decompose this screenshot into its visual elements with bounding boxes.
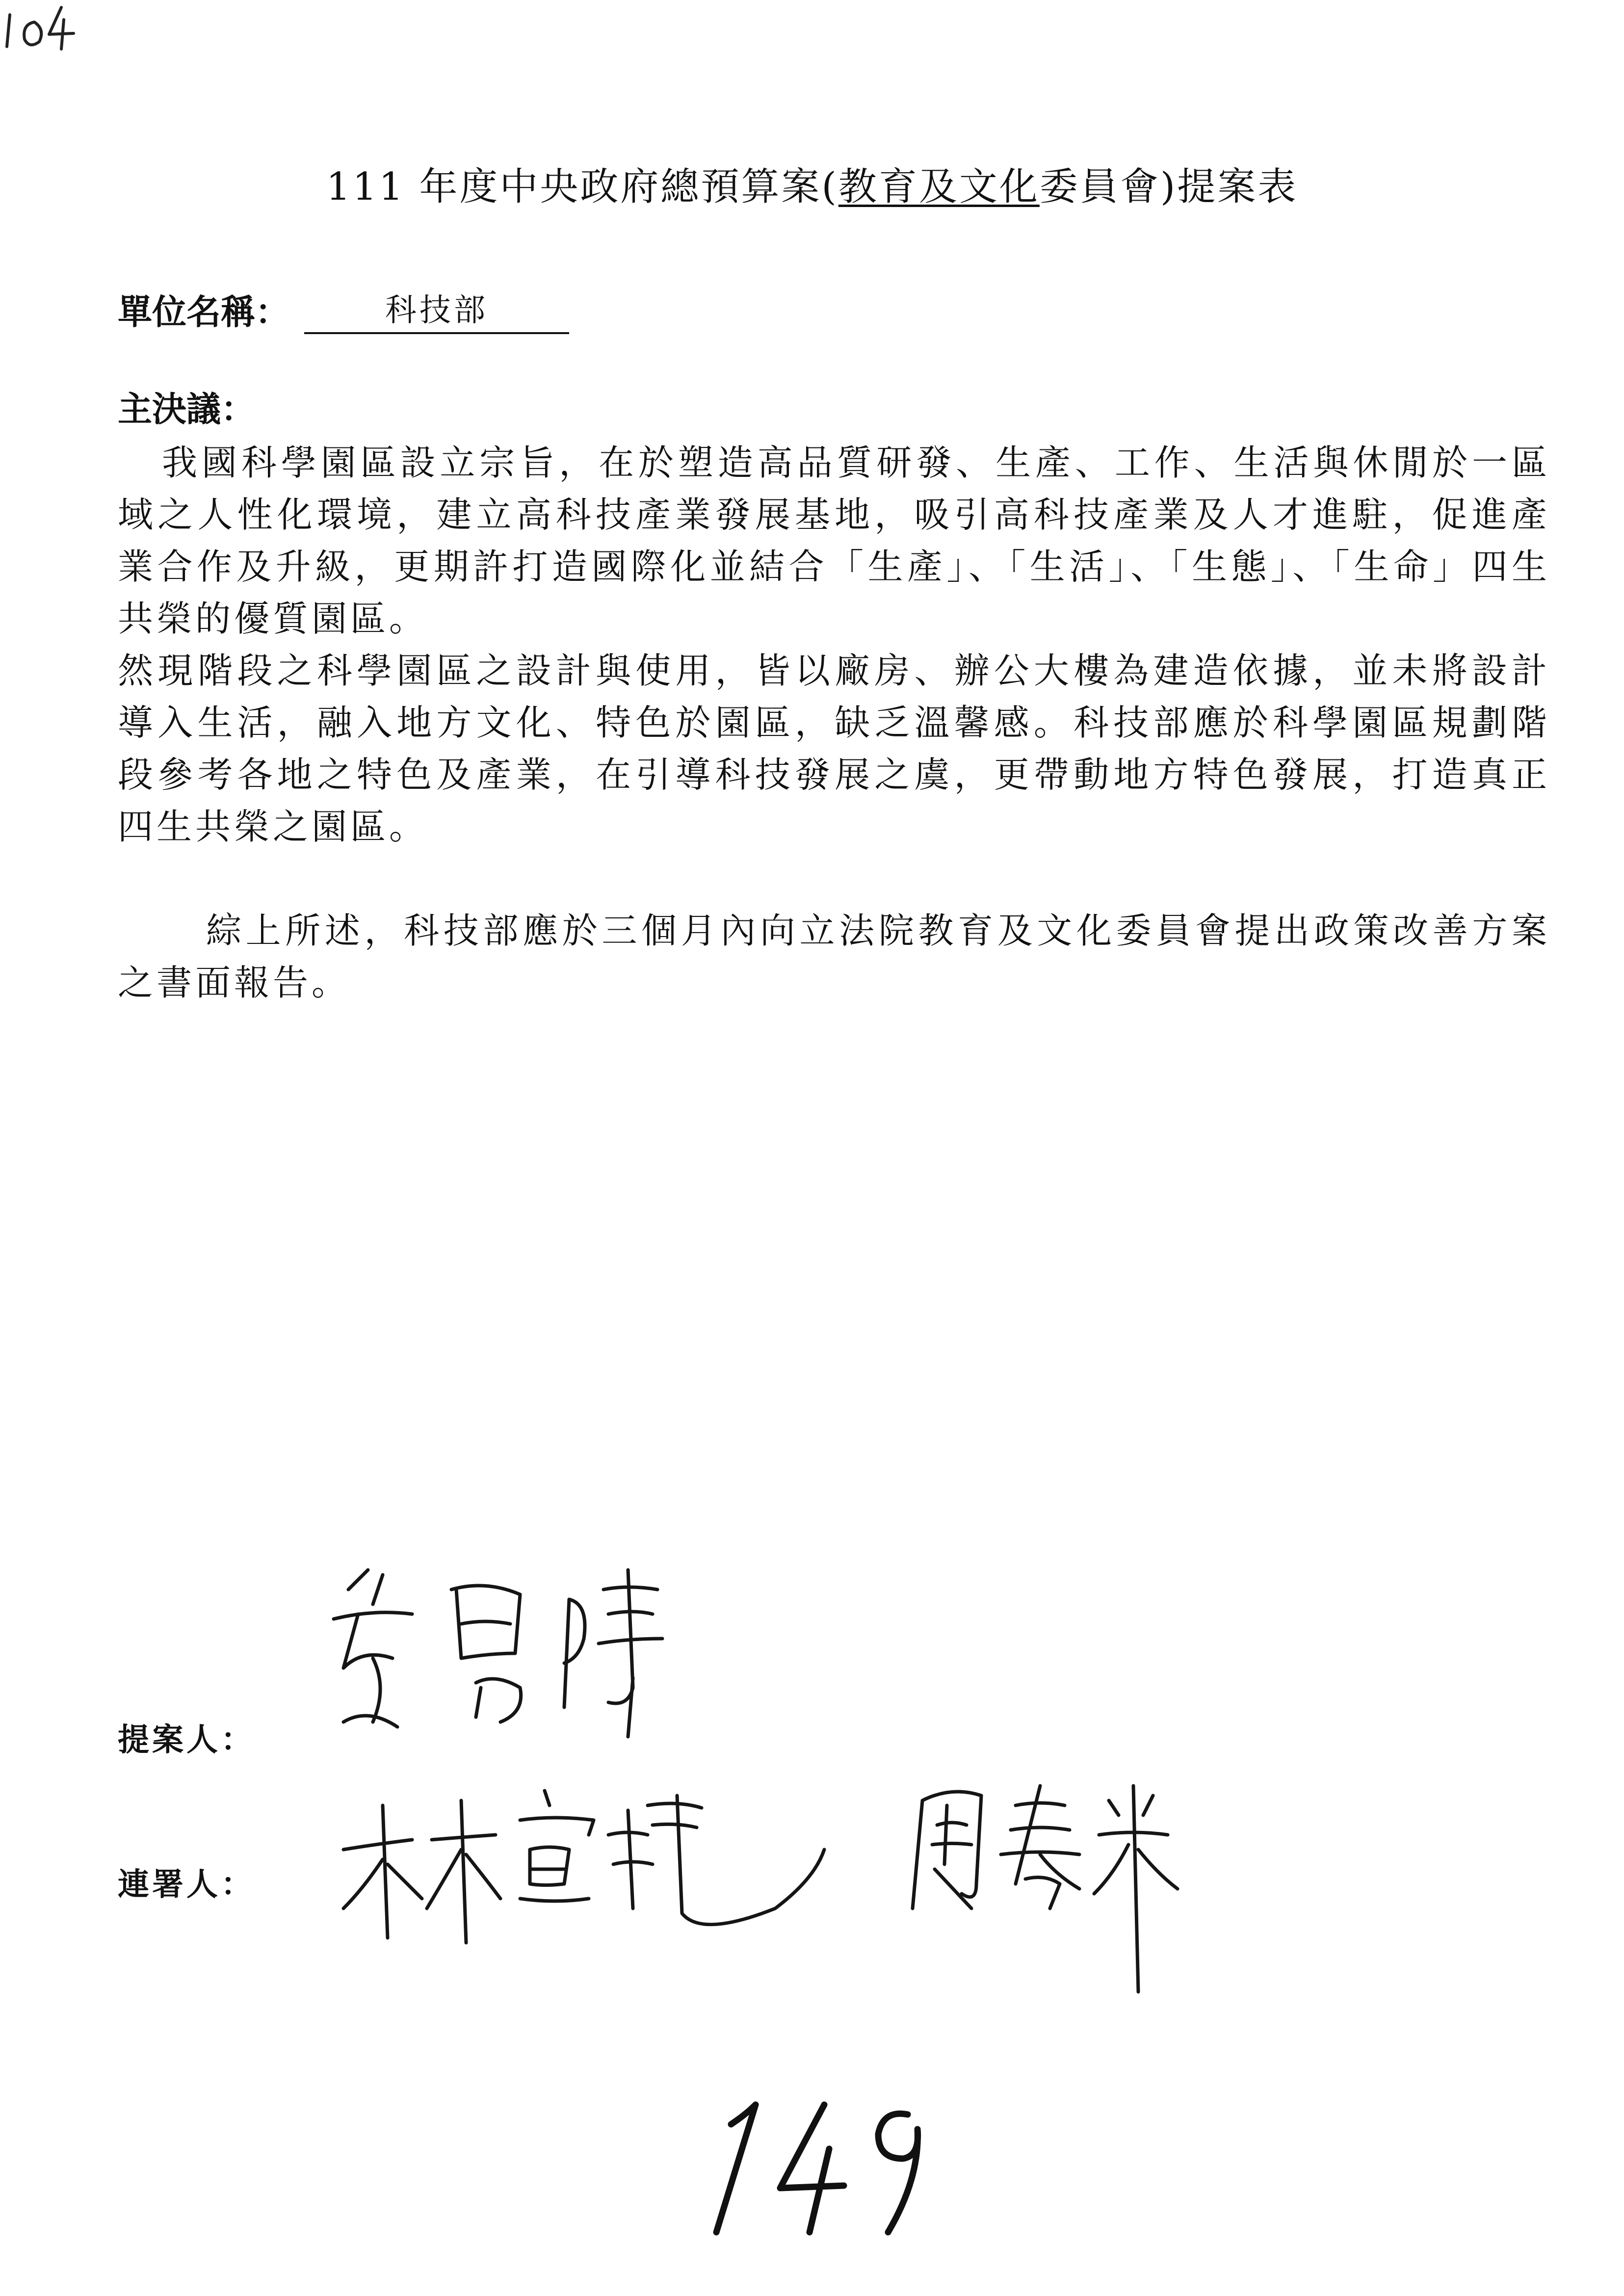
unit-value: 科技部 bbox=[304, 285, 569, 334]
resolution-label: 主決議： bbox=[118, 389, 255, 429]
title-committee: 教育及文化 bbox=[838, 165, 1040, 209]
page-number bbox=[697, 2090, 952, 2247]
unit-label: 單位名稱： bbox=[118, 292, 289, 332]
proposer-label: 提案人： bbox=[118, 1722, 255, 1758]
cosigner-signature-2 bbox=[903, 1747, 1227, 2002]
title-suffix: 委員會)提案表 bbox=[1039, 165, 1298, 209]
title-prefix: 111 年度中央政府總預算案( bbox=[326, 165, 838, 209]
cosigner-label: 連署人： bbox=[118, 1867, 255, 1903]
resolution-body bbox=[118, 437, 1550, 1009]
document-title bbox=[0, 156, 1624, 211]
resolution-paragraph-2: 然現階段之科學園區之設計與使用，皆以廠房、辦公大樓為建造依據，並未將設計導入生活，融入地方文化、特色於園區，缺乏溫馨感。科技部應於科學園區規劃階段參考各地之特色及產業，在引導科技發展之虞，更帶動地方特色發展，打造真正四生共榮之園區。 bbox=[118, 650, 1550, 847]
proposer-signature bbox=[314, 1560, 716, 1766]
resolution-paragraph-3: 綜上所述，科技部應於三個月內向立法院教育及文化委員會提出政策改善方案之書面報告。 bbox=[118, 910, 1550, 1003]
unit-row bbox=[118, 285, 569, 334]
corner-number bbox=[0, 0, 83, 54]
cosigner-signature-1 bbox=[334, 1751, 834, 1967]
resolution-paragraph-1: 我國科學園區設立宗旨，在於塑造高品質研發、生產、工作、生活與休閒於一區域之人性化環境，建立高科技產業發展基地，吸引高科技產業及人才進駐，促進產業合作及升級，更期許打造國際化並結合「生產」、「生活」、「生態」、「生命」四生共榮的優質園區。 bbox=[118, 442, 1550, 639]
